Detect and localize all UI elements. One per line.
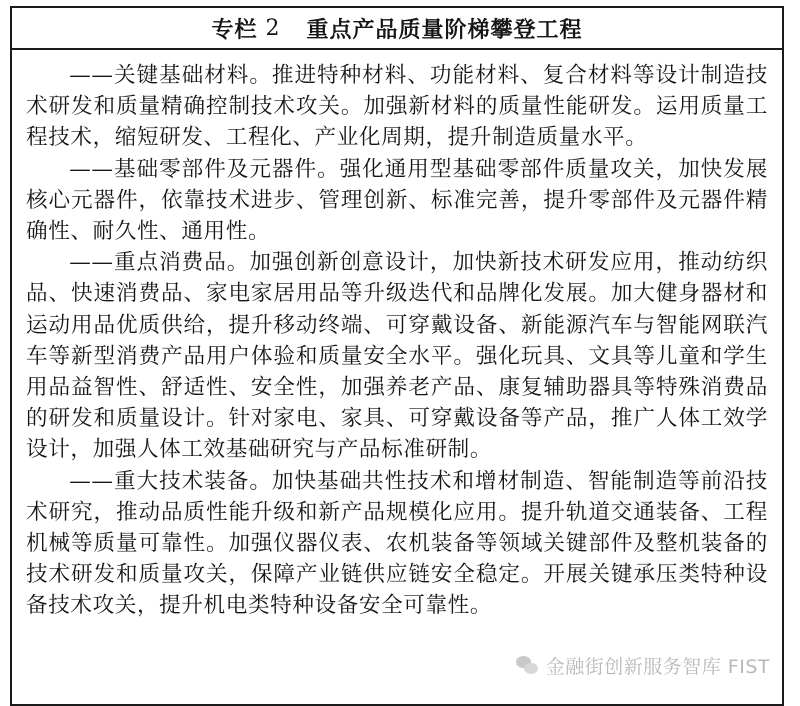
wechat-icon	[516, 656, 540, 676]
paragraph-materials: ——关键基础材料。推进特种材料、功能材料、复合材料等设计制造技术研发和质量精确控制技术攻关。加强新材料的质量性能研发。运用质量工程技术，缩短研发、工程化、产业化周期，提升制造质量水平。	[26, 63, 768, 151]
header-label: 专栏	[211, 17, 258, 43]
box-body	[12, 50, 782, 622]
paragraph-components: ——基础零部件及元器件。强化通用型基础零部件质量攻关，加快发展核心元器件，依靠技术进步、管理创新、标准完善，提升零部件及元器件精确性、耐久性、通用性。	[26, 156, 768, 245]
header-number: 2	[265, 15, 281, 41]
feature-box	[10, 6, 784, 706]
header-title: 重点产品质量阶梯攀登工程	[306, 17, 583, 43]
watermark	[512, 652, 774, 679]
paragraph-consumer-goods: ——重点消费品。加强创新创意设计，加快新技术研发应用，推动纺织品、快速消费品、家电家居用品等升级迭代和品牌化发展。加大健身器材和运动用品优质供给，提升移动终端、可穿戴设备、新能源汽车与智能网联汽车等新型消费产品用户体验和质量安全水平。强化玩具、文具等儿童和学生用品益智性、舒适性、安全性，加强养老产品、康复辅助器具等特殊消费品的研发和质量设计。针对家电、家具、可穿戴设备等产品，推广人体工效学设计，加强人体工效基础研究与产品标准研制。	[26, 250, 768, 463]
box-header	[12, 8, 782, 50]
watermark-text: 金融街创新服务智库 FIST	[545, 656, 770, 678]
paragraph-equipment: ——重大技术装备。加快基础共性技术和增材制造、智能制造等前沿技术研究，推动品质性能升级和新产品规模化应用。提升轨道交通装备、工程机械等质量可靠性。加强仪器仪表、农机装备等领域关键部件及整机装备的技术研发和质量攻关，保障产业链供应链安全稳定。开展关键承压类特种设备技术攻关，提升机电类特种设备安全可靠性。	[26, 468, 768, 619]
